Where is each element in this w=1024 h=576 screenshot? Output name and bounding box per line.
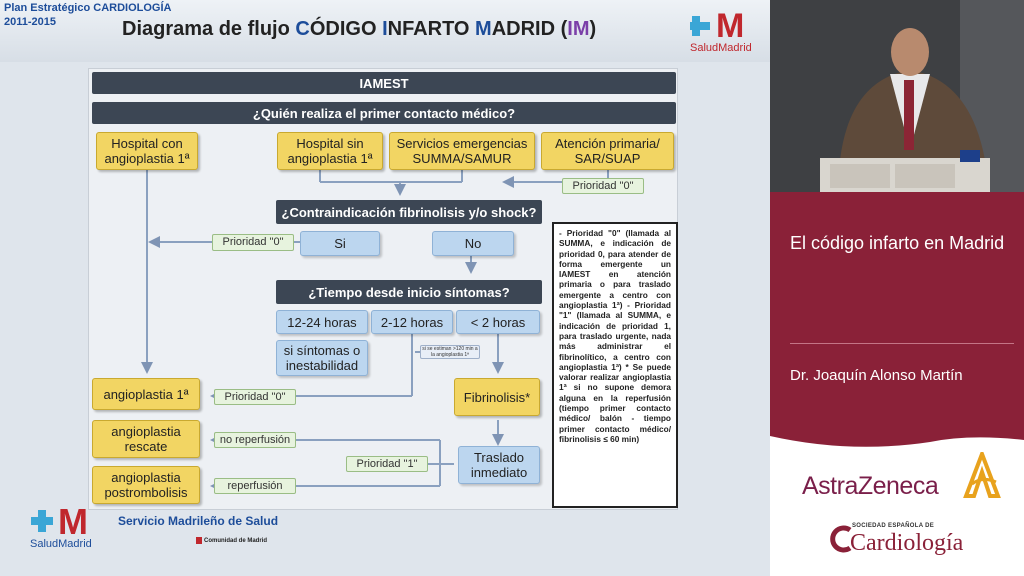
plan-title: Plan Estratégico CARDIOLOGÍA: [4, 2, 172, 14]
node-fibrinolisis: Fibrinolisis*: [454, 378, 540, 416]
title-prefix: Diagrama de flujo: [122, 18, 296, 40]
label-prioridad0-c: Prioridad "0": [214, 389, 296, 405]
label-reperfusion: reperfusión: [214, 478, 296, 494]
speaker-video: [770, 0, 1024, 192]
title-im: IM: [567, 18, 590, 40]
node-hospital-con: Hospital con angioplastia 1ª: [96, 132, 198, 170]
title-close: ): [589, 18, 597, 40]
svg-text:M: M: [58, 502, 88, 538]
title-odigo: ÓDIGO: [309, 18, 383, 40]
footer-comunidad: Comunidad de Madrid: [204, 538, 267, 544]
astrazeneca-symbol-icon: [962, 452, 1002, 502]
node-question-tiempo: ¿Tiempo desde inicio síntomas?: [276, 280, 542, 304]
label-no-reperfusion: no reperfusión: [214, 432, 296, 448]
node-servicios: Servicios emergencias SUMMA/SAMUR: [389, 132, 535, 170]
node-atencion: Atención primaria/ SAR/SUAP: [541, 132, 674, 170]
title-letter-m: M: [475, 18, 492, 40]
title-adrid: ADRID (: [491, 18, 568, 40]
node-12-24: 12-24 horas: [276, 310, 368, 334]
title-letter-i: I: [382, 18, 388, 40]
comunidad-flag-icon: [196, 537, 202, 544]
node-sintomas: si síntomas o inestabilidad: [276, 340, 368, 376]
node-hospital-sin: Hospital sin angioplastia 1ª: [277, 132, 383, 170]
footer-salud-madrid-icon: [30, 502, 110, 538]
salud-madrid-logo-text: SaludMadrid: [690, 42, 752, 54]
node-si: Si: [300, 231, 380, 256]
plan-years: 2011-2015: [4, 16, 56, 28]
title-nfarto: NFARTO: [387, 18, 476, 40]
node-no: No: [432, 231, 514, 256]
svg-text:M: M: [716, 7, 745, 42]
sponsor-area: [770, 432, 1024, 576]
label-prioridad0-b: Prioridad "0": [212, 234, 294, 251]
society-big-text: Cardiología: [850, 530, 964, 556]
node-question-contact: ¿Quién realiza el primer contacto médico?: [92, 102, 676, 124]
node-angio-postrombolisis: angioplastia postrombolisis: [92, 466, 200, 504]
notes-box: - Prioridad "0" (llamada al SUMMA, e indicación de prioridad 0, para atender de forma emergente un IAMEST en atención primaria o para traslado emergente a centro con angioplastia 1ª) - Prioridad "1" (llamada al SUMMA, e indicación de prioridad 1, para traslado urgente, nada más administrar el fibrinolítico, a centro con angioplastia 1ª) * Se puede valorar realizar angioplastia 1ª si no supone demora alguna en la reperfusión (tiempo primer contacto médico/ balón - tiempo primer contacto médico/ fibrinolisis ≤ 60 min): [552, 222, 678, 508]
node-angio-rescate: angioplastia rescate: [92, 420, 200, 458]
label-prioridad0-a: Prioridad "0": [562, 178, 644, 194]
node-iamest: IAMEST: [92, 72, 676, 94]
talk-info-panel: [770, 192, 1024, 432]
speaker-figure: [770, 0, 1024, 192]
node-lt2: < 2 horas: [456, 310, 540, 334]
speaker-name: Dr. Joaquín Alonso Martín: [790, 367, 963, 384]
node-question-contra: ¿Contraindicación fibrinolisis y/o shock?: [276, 200, 542, 224]
title-letter-c: C: [295, 18, 310, 40]
node-angioplastia-1: angioplastia 1ª: [92, 378, 200, 410]
footer-service-name: Servicio Madrileño de Salud: [118, 514, 279, 528]
label-tiny-note: si se estiman >120 min a la angioplastia 1ª: [420, 345, 480, 359]
footer-logo-text: SaludMadrid: [30, 538, 92, 550]
info-divider: [790, 343, 1014, 344]
society-small-text: SOCIEDAD ESPAÑOLA DE: [852, 523, 935, 529]
talk-title: El código infarto en Madrid: [790, 233, 1005, 253]
node-traslado: Traslado inmediato: [458, 446, 540, 484]
astrazeneca-logo-text: AstraZeneca: [802, 472, 939, 500]
node-2-12: 2-12 horas: [371, 310, 453, 334]
footer-salud-madrid-logo: [30, 502, 110, 552]
label-prioridad1: Prioridad "1": [346, 456, 428, 472]
